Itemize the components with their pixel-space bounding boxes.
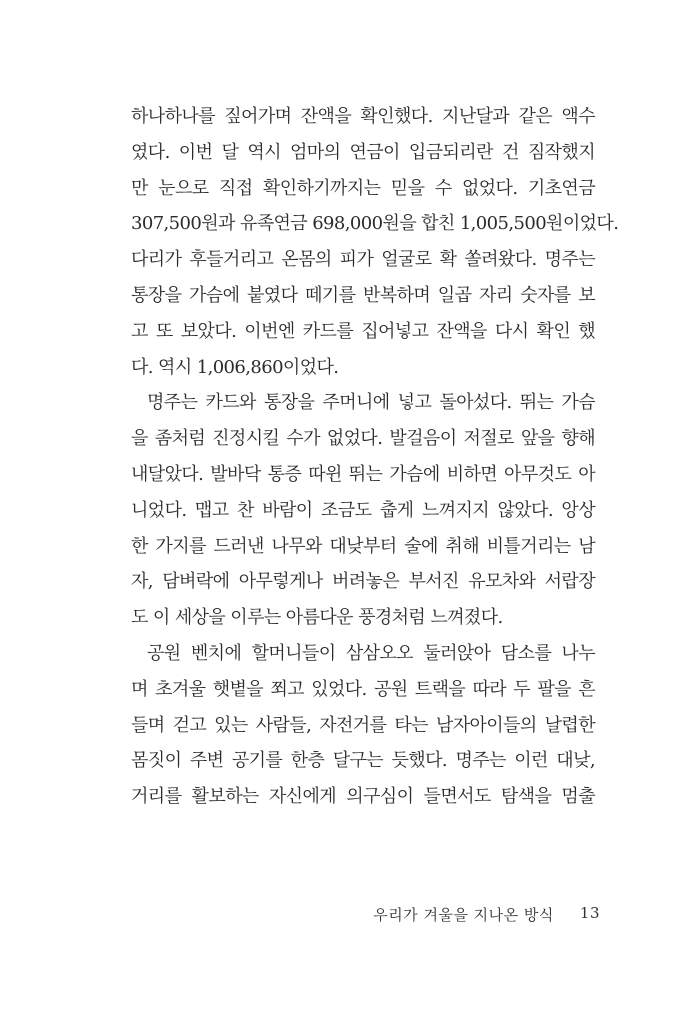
text-line-paragraph-end: 다. 역시 1,006,860이었다.: [131, 356, 339, 378]
text-line: 한 가지를 드러낸 나무와 대낮부터 술에 취해 비틀거리는 남: [131, 535, 595, 557]
text-line: 하나하나를 짚어가며 잔액을 확인했다. 지난달과 같은 액수: [131, 106, 595, 127]
text-line: 며 초겨울 햇볕을 쬐고 있었다. 공원 트랙을 따라 두 팔을 흔: [131, 678, 595, 700]
text-line: 였다. 이번 달 역시 엄마의 연금이 입금되리란 건 짐작했지: [131, 141, 595, 163]
text-line: 내달았다. 발바닥 통증 따윈 뛰는 가슴에 비하면 아무것도 아: [131, 463, 595, 485]
page-body-text: [131, 99, 619, 815]
text-line: 거리를 활보하는 자신에게 의구심이 들면서도 탐색을 멈출: [131, 786, 595, 808]
text-line: 몸짓이 주변 공기를 한층 달구는 듯했다. 명주는 이런 대낮,: [131, 750, 595, 772]
text-line-paragraph-start: 명주는 카드와 통장을 주머니에 넣고 돌아섰다. 뛰는 가슴: [147, 392, 595, 414]
text-line: 자, 담벼락에 아무렇게나 버려놓은 부서진 유모차와 서랍장: [131, 571, 595, 593]
text-line: 307,500원과 유족연금 698,000원을 합친 1,005,500원이었다.: [131, 213, 619, 235]
text-line: 니었다. 맵고 찬 바람이 조금도 춥게 느껴지지 않았다. 앙상: [131, 499, 595, 521]
page-footer: [360, 904, 600, 925]
text-line-paragraph-end: 도 이 세상을 이루는 아름다운 풍경처럼 느껴졌다.: [131, 607, 503, 629]
running-title: 우리가 겨울을 지나온 방식: [373, 906, 554, 924]
text-line: 다리가 후들거리고 온몸의 피가 얼굴로 확 쏠려왔다. 명주는: [131, 249, 595, 271]
text-line: 고 또 보았다. 이번엔 카드를 집어넣고 잔액을 다시 확인 했: [131, 320, 595, 342]
text-line-paragraph-start: 공원 벤치에 할머니들이 삼삼오오 둘러앉아 담소를 나누: [147, 642, 595, 664]
text-line: 통장을 가슴에 붙였다 떼기를 반복하며 일곱 자리 숫자를 보: [131, 284, 595, 306]
page-number: 13: [579, 904, 600, 922]
text-line: 만 눈으로 직접 확인하기까지는 믿을 수 없었다. 기초연금: [131, 177, 595, 199]
text-line: 들며 걷고 있는 사람들, 자전거를 타는 남자아이들의 날렵한: [131, 714, 595, 736]
text-line: 을 좀처럼 진정시킬 수가 없었다. 발걸음이 저절로 앞을 향해: [131, 428, 595, 450]
